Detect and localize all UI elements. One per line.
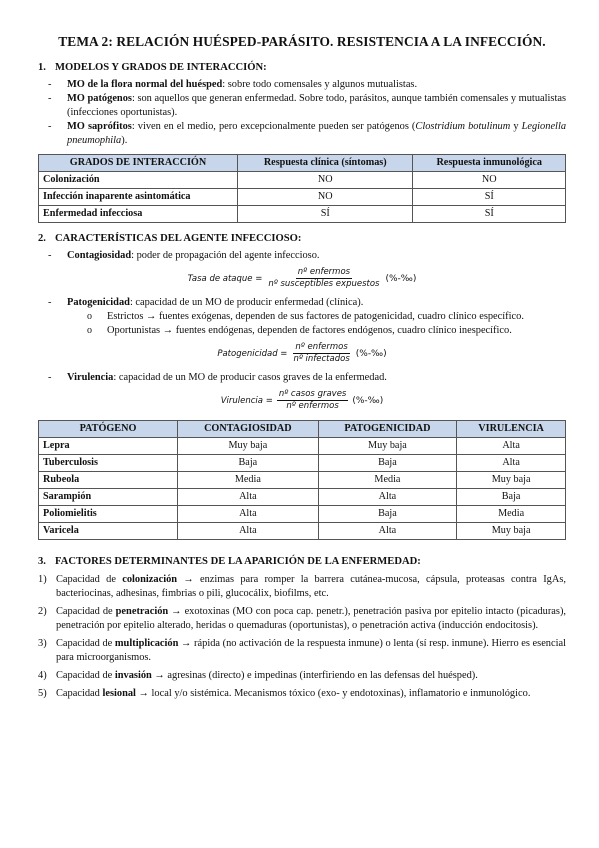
numerator: nº casos graves	[278, 389, 347, 399]
definition: : sobre todo comensales y algunos mutualistas.	[222, 79, 418, 90]
column-header: GRADOS DE INTERACCIÓN	[39, 155, 238, 172]
definition: : viven en el medio, pero excepcionalmente pueden ser patógenos (	[131, 121, 416, 132]
table-cell: Sarampión	[39, 489, 178, 506]
table-cell: SÍ	[413, 206, 566, 223]
table-cell: Poliomielitis	[39, 506, 178, 523]
agent-characteristics-list	[38, 249, 566, 263]
section-2	[38, 233, 566, 540]
pathogenicity-list	[38, 296, 566, 338]
term: colonización	[122, 574, 178, 585]
table-row	[39, 206, 566, 223]
table-cell: Muy baja	[178, 438, 319, 455]
species-name: Clostridium botulinum	[415, 121, 511, 132]
table-cell: Alta	[457, 438, 566, 455]
term: invasión	[114, 670, 152, 681]
interaction-grades-table	[38, 154, 566, 223]
table-row	[39, 472, 566, 489]
table-cell: Alta	[178, 506, 319, 523]
column-header: Respuesta inmunológica	[413, 155, 566, 172]
table-row	[39, 172, 566, 189]
interaction-models-list	[38, 78, 566, 148]
disease-factors-list	[38, 573, 566, 701]
definition: : capacidad de un MO de producir casos graves de la enfermedad.	[113, 372, 387, 383]
fraction	[291, 342, 351, 365]
section-1	[38, 62, 566, 223]
table-cell: NO	[238, 172, 413, 189]
list-item	[38, 573, 566, 601]
virulence-formula	[38, 389, 566, 412]
item-number: 4)	[38, 670, 47, 681]
denominator: nº infectados	[293, 354, 350, 364]
formula-lhs: Tasa de ataque =	[187, 273, 263, 284]
denominator: nº enfermos	[286, 401, 339, 411]
table-cell: Baja	[318, 455, 456, 472]
section-title: FACTORES DETERMINANTES DE LA APARICIÓN DE LA ENFERMEDAD:	[55, 556, 421, 567]
column-header: VIRULENCIA	[457, 421, 566, 438]
definition: → rápida (no activación de la respuesta inmune) o lenta (sí resp. inmune). Hierro es esencial para microorganismos.	[56, 638, 566, 663]
prefix: Capacidad de	[56, 574, 123, 585]
fraction	[266, 267, 381, 290]
column-header: CONTAGIOSIDAD	[178, 421, 319, 438]
list-item	[38, 669, 566, 683]
attack-rate-formula	[38, 267, 566, 290]
section-3	[38, 556, 566, 701]
table-cell: Muy baja	[457, 523, 566, 540]
section-2-heading	[38, 233, 566, 244]
table-cell: SÍ	[238, 206, 413, 223]
prefix: Capacidad	[56, 688, 103, 699]
table-row	[39, 489, 566, 506]
table-cell: Varicela	[39, 523, 178, 540]
formula-lhs: Virulencia =	[220, 395, 273, 406]
table-cell: Baja	[318, 506, 456, 523]
table-cell: Rubeola	[39, 472, 178, 489]
item-number: 3)	[38, 638, 47, 649]
term: penetración	[115, 606, 169, 617]
sub-list-item: o Oportunistas → fuentes endógenas, dependen de factores endógenos, cuadro clínico inespecífico.	[87, 324, 566, 338]
list-item	[48, 249, 566, 263]
column-header: PATOGENICIDAD	[318, 421, 456, 438]
table-cell: NO	[413, 172, 566, 189]
column-header: Respuesta clínica (síntomas)	[238, 155, 413, 172]
formula-lhs: Patogenicidad =	[217, 348, 288, 359]
table-cell: Media	[318, 472, 456, 489]
pathogen-types-list	[67, 310, 566, 338]
term: Virulencia	[67, 372, 114, 383]
definition: → enzimas para romper la barrera cutánea-mucosa, cápsula, proteasas contra IgAs, bacteriocinas, adhesinas, fimbrias o pili, glucocálix, biofilms, etc.	[56, 574, 566, 599]
denominator: nº susceptibles expuestos	[268, 279, 380, 289]
closing: ).	[121, 135, 128, 146]
virulence-list	[38, 371, 566, 385]
section-1-heading	[38, 62, 566, 73]
connector: y	[510, 121, 522, 132]
prefix: Capacidad de	[56, 670, 115, 681]
table-cell: Alta	[318, 489, 456, 506]
term: MO de la flora normal del huésped	[67, 79, 223, 90]
formula-unit: (%-‰)	[355, 348, 387, 359]
table-cell: NO	[238, 189, 413, 206]
table-row	[39, 506, 566, 523]
formula-unit: (%-‰)	[352, 395, 384, 406]
table-cell: Alta	[178, 523, 319, 540]
list-item	[38, 687, 566, 701]
section-title: MODELOS Y GRADOS DE INTERACCIÓN:	[55, 62, 267, 73]
definition: → exotoxinas (MO con poca cap. penetr.), penetración pasiva por epitelio intacto (picaduras), penetración por epitelio alterado, heridas o quemaduras (oportunistas), o penetración activa (inducción endocitosis).	[56, 606, 567, 631]
term: Contagiosidad	[67, 250, 132, 261]
definition: : son aquellos que generan enfermedad. Sobre todo, parásitos, aunque también comensales y mutualistas (infecciones oportunistas).	[67, 93, 566, 118]
section-number: 3.	[38, 556, 46, 567]
term: Patogenicidad	[67, 297, 130, 308]
table-cell: Colonización	[39, 172, 238, 189]
term: lesional	[102, 688, 136, 699]
table-cell: Muy baja	[457, 472, 566, 489]
item-number: 1)	[38, 574, 47, 585]
section-title: CARACTERÍSTICAS DEL AGENTE INFECCIOSO:	[55, 233, 302, 244]
column-header: PATÓGENO	[39, 421, 178, 438]
table-cell: Muy baja	[318, 438, 456, 455]
item-number: 5)	[38, 688, 47, 699]
table-row	[39, 189, 566, 206]
table-cell: Media	[178, 472, 319, 489]
formula-unit: (%-‰)	[385, 273, 417, 284]
table-cell: Infección inaparente asintomática	[39, 189, 238, 206]
table-cell: Enfermedad infecciosa	[39, 206, 238, 223]
table-cell: Tuberculosis	[39, 455, 178, 472]
page-title: TEMA 2: RELACIÓN HUÉSPED-PARÁSITO. RESISTENCIA A LA INFECCIÓN.	[58, 34, 546, 49]
table-cell: Lepra	[39, 438, 178, 455]
term: multiplicación	[114, 638, 179, 649]
table-cell: Baja	[457, 489, 566, 506]
document-page	[38, 34, 566, 705]
term: MO patógenos	[67, 93, 132, 104]
prefix: Capacidad de	[56, 638, 115, 649]
definition: → local y/o sistémica. Mecanismos tóxico (exo- y endotoxinas), inflamatorio e inmunológico.	[135, 688, 531, 699]
list-item	[48, 296, 566, 338]
numerator: nº enfermos	[297, 267, 351, 277]
list-item	[48, 78, 566, 92]
table-cell: Alta	[457, 455, 566, 472]
table-cell: Alta	[318, 523, 456, 540]
fraction	[277, 389, 349, 412]
table-header-row	[39, 421, 566, 438]
table-row	[39, 523, 566, 540]
table-row	[39, 438, 566, 455]
section-number: 1.	[38, 62, 46, 73]
prefix: Capacidad de	[56, 606, 116, 617]
table-cell: Media	[457, 506, 566, 523]
item-number: 2)	[38, 606, 47, 617]
section-number: 2.	[38, 233, 46, 244]
table-cell: Baja	[178, 455, 319, 472]
table-row	[39, 455, 566, 472]
numerator: nº enfermos	[295, 342, 348, 352]
species-name: Legionella pneumophila	[67, 121, 567, 146]
pathogenicity-formula	[38, 342, 566, 365]
section-3-heading	[38, 556, 566, 567]
list-item	[48, 120, 566, 148]
term: MO saprófitos	[67, 121, 132, 132]
definition: : capacidad de un MO de producir enfermedad (clínica).	[129, 297, 364, 308]
sub-list-item: o Estrictos → fuentes exógenas, dependen de sus factores de patogenicidad, cuadro clínico específico.	[87, 310, 566, 324]
pathogen-table	[38, 420, 566, 540]
definition: → agresinas (directo) e impedinas (interfiriendo en las defensas del huésped).	[151, 670, 478, 681]
list-item	[38, 605, 566, 633]
table-cell: Alta	[178, 489, 319, 506]
list-item	[48, 92, 566, 120]
table-cell: SÍ	[413, 189, 566, 206]
list-item	[48, 371, 566, 385]
definition: : poder de propagación del agente infeccioso.	[131, 250, 320, 261]
list-item	[38, 637, 566, 665]
table-header-row	[39, 155, 566, 172]
